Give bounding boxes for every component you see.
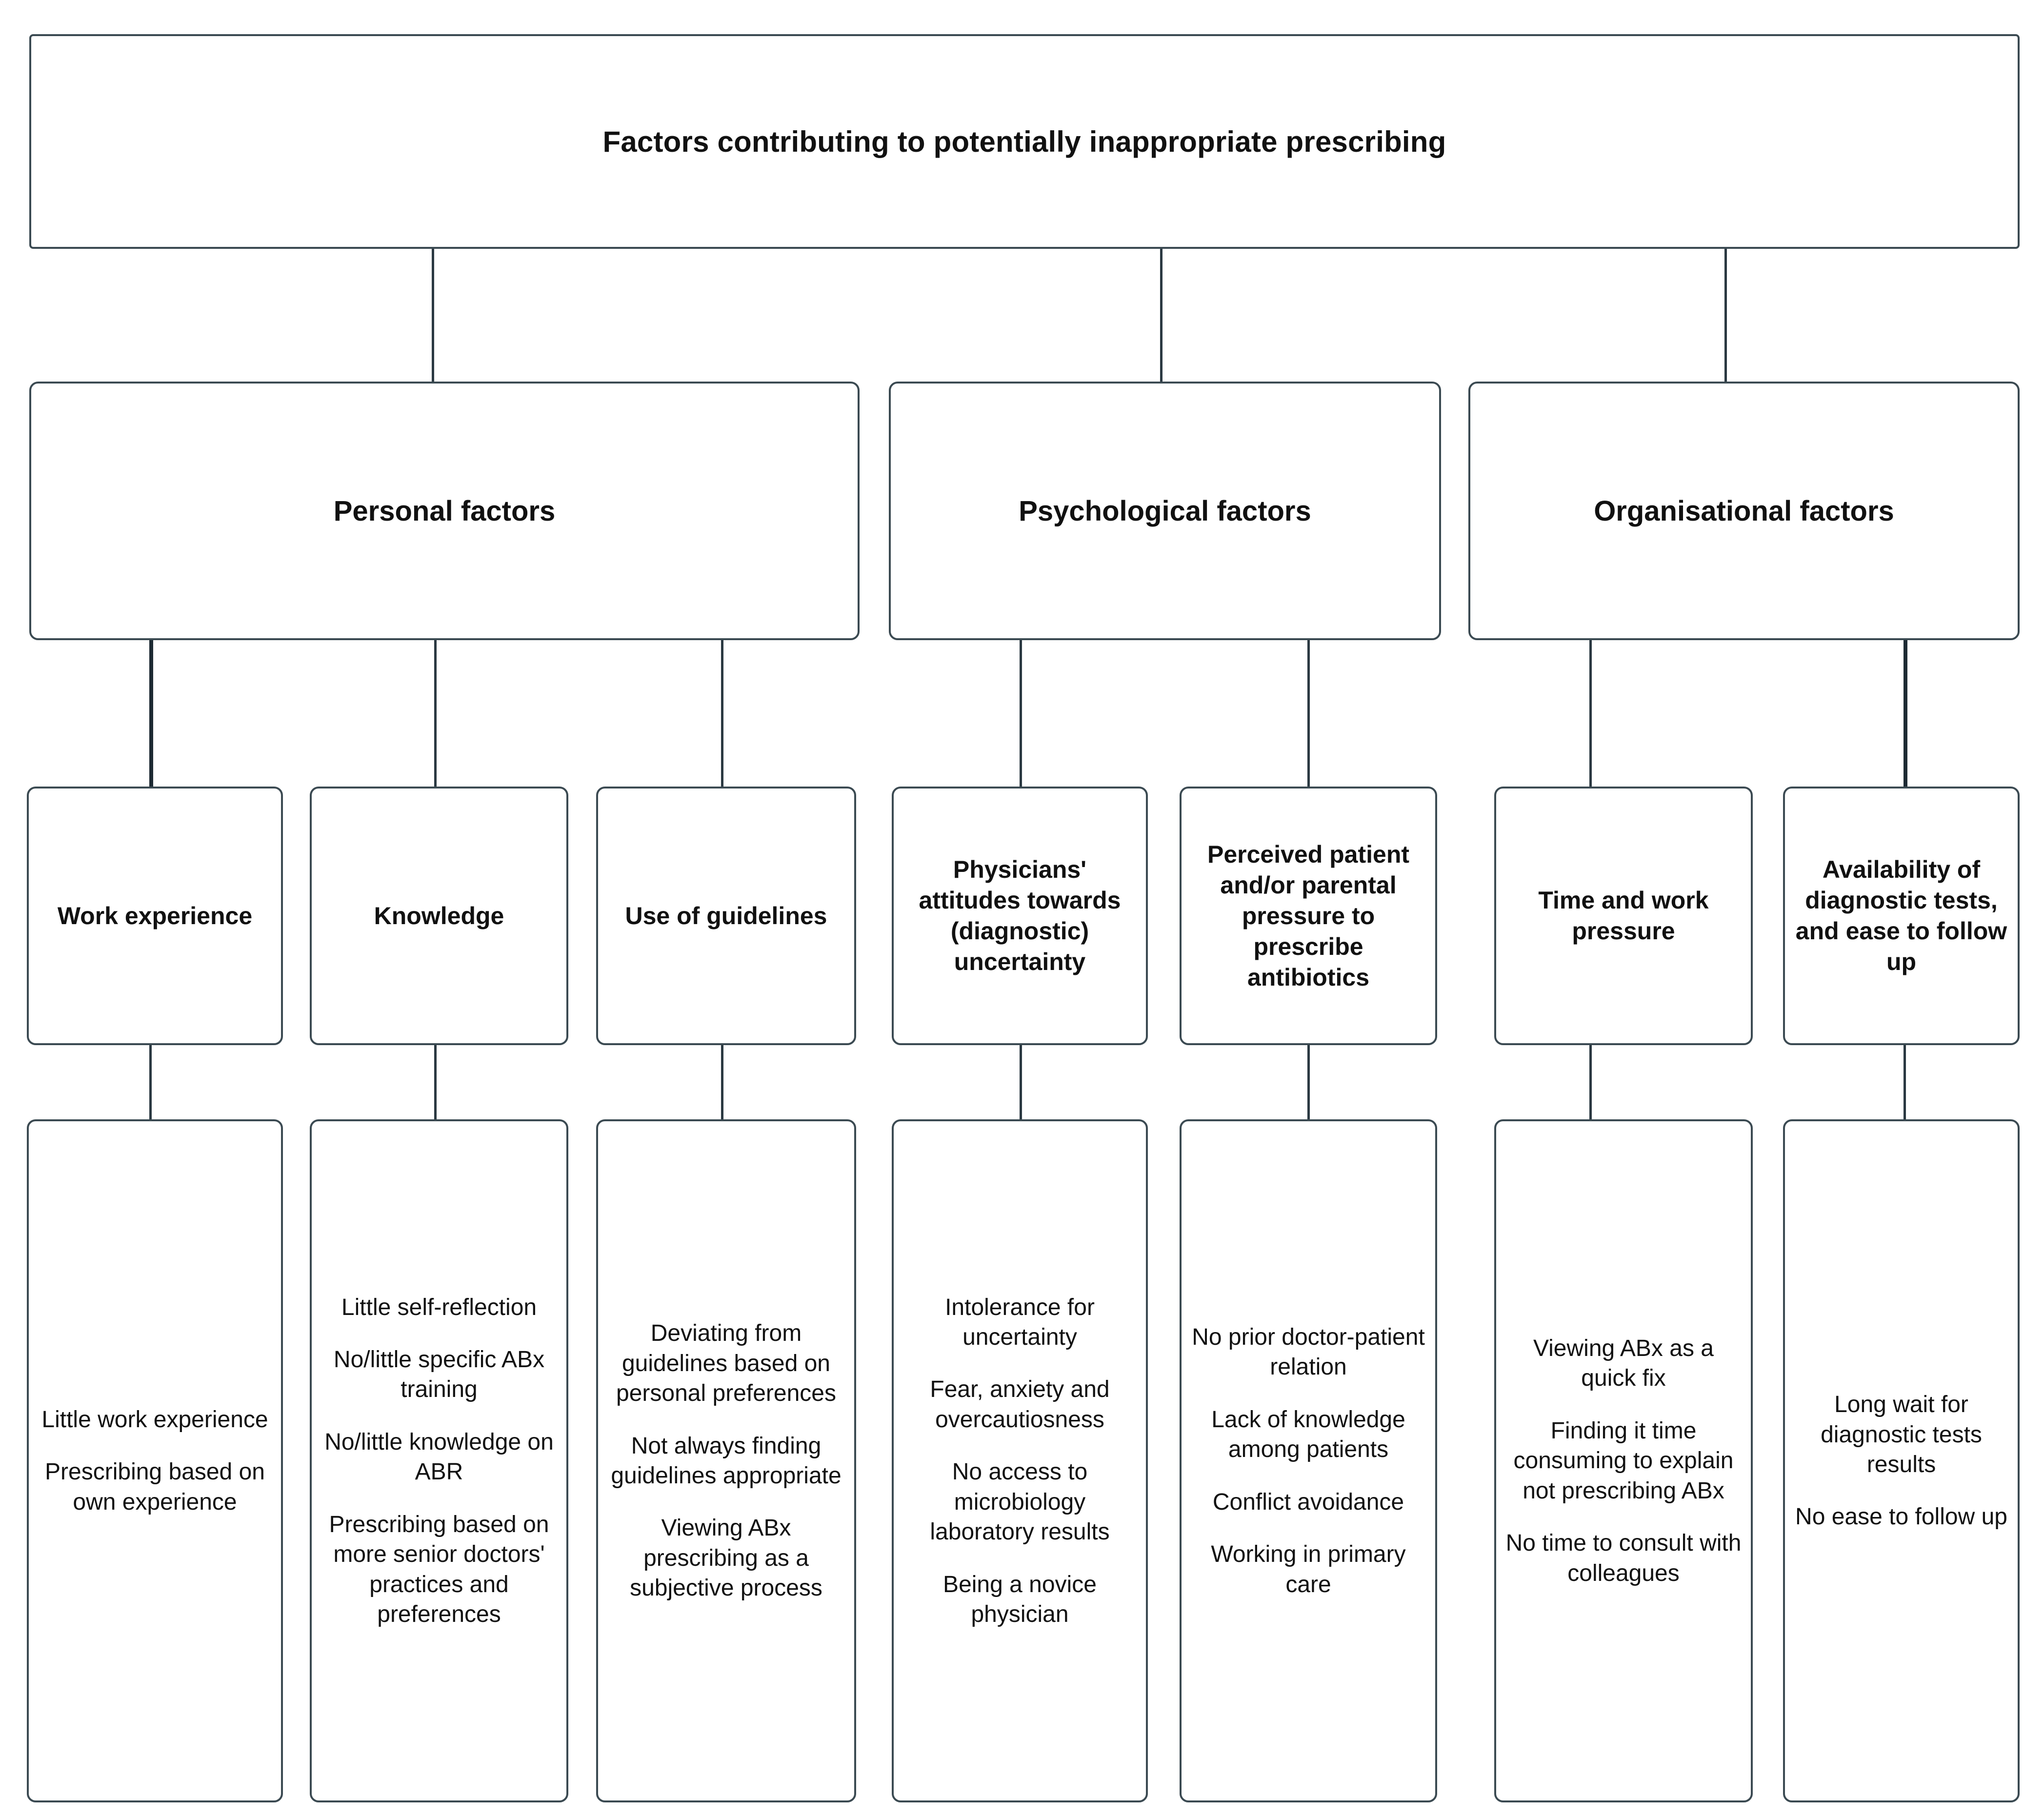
subfactor-knowledge-label: Knowledge — [374, 902, 504, 930]
category-personal-factors-label: Personal factors — [333, 495, 556, 527]
leaf-knowledge-list — [321, 1293, 558, 1630]
leaf-item: Conflict avoidance — [1212, 1489, 1404, 1515]
leaf-item: Intolerance for uncertainty — [945, 1294, 1095, 1350]
connector-knowledge-to-leaf — [434, 1045, 437, 1119]
leaf-availability-diagnostic-tests — [1783, 1119, 2020, 1802]
subfactor-use-of-guidelines — [596, 787, 856, 1045]
leaf-item: No prior doctor-patient relation — [1192, 1324, 1425, 1380]
leaf-work-experience-list — [38, 1405, 272, 1517]
connector-pressure-to-leaf — [1307, 1045, 1310, 1119]
subfactor-availability-diagnostic-tests — [1783, 787, 2020, 1045]
category-psychological-factors-label: Psychological factors — [1019, 495, 1311, 527]
subfactor-perceived-pressure — [1180, 787, 1437, 1045]
leaf-item: Finding it time consuming to explain not prescribing ABx — [1513, 1417, 1734, 1504]
connector-availability-to-leaf — [1904, 1045, 1906, 1119]
category-personal-factors — [29, 382, 860, 640]
category-organisational-factors-label: Organisational factors — [1594, 495, 1894, 527]
leaf-item: Not always finding guidelines appropriate — [611, 1433, 842, 1489]
leaf-item: Prescribing based on own experience — [45, 1459, 265, 1515]
category-organisational-factors — [1468, 382, 2020, 640]
subfactor-knowledge — [310, 787, 568, 1045]
subfactor-time-and-work-pressure-label: Time and work pressure — [1538, 887, 1709, 945]
root-node-label: Factors contributing to potentially inappropriate prescribing — [602, 125, 1446, 158]
leaf-use-of-guidelines — [596, 1119, 856, 1802]
leaf-item: Viewing ABx as a quick fix — [1533, 1335, 1714, 1392]
connector-root-to-psychological — [1160, 249, 1162, 382]
connector-organisational-to-availability — [1904, 640, 1907, 787]
leaf-item: No time to consult with colleagues — [1505, 1530, 1742, 1586]
connector-psychological-to-pressure — [1307, 640, 1310, 787]
subfactor-physicians-attitudes — [892, 787, 1148, 1045]
root-node — [29, 34, 2020, 249]
leaf-time-and-work-pressure — [1494, 1119, 1753, 1802]
leaf-time-and-work-pressure-list — [1505, 1334, 1742, 1588]
leaf-perceived-pressure — [1180, 1119, 1437, 1802]
leaf-item: No access to microbiology laboratory results — [930, 1459, 1110, 1545]
connector-psychological-to-attitudes — [1020, 640, 1022, 787]
subfactor-use-of-guidelines-label: Use of guidelines — [625, 902, 827, 930]
connector-personal-to-use-of-guidelines — [721, 640, 723, 787]
leaf-item: Being a novice physician — [943, 1571, 1097, 1628]
leaf-item: Prescribing based on more senior doctors' practices and preferences — [329, 1511, 549, 1628]
leaf-physicians-attitudes-list — [902, 1293, 1137, 1630]
subfactor-physicians-attitudes-label: Physicians' attitudes towards (diagnostic) uncertainty — [919, 856, 1121, 975]
subfactor-perceived-pressure-label: Perceived patient and/or parental pressure to prescribe antibiotics — [1207, 840, 1410, 991]
leaf-use-of-guidelines-list — [607, 1318, 845, 1603]
leaf-item: No ease to follow up — [1795, 1504, 2007, 1530]
subfactor-work-experience-label: Work experience — [57, 902, 253, 930]
connector-root-to-organisational — [1724, 249, 1727, 382]
connector-use-of-guidelines-to-leaf — [721, 1045, 723, 1119]
leaf-item: Deviating from guidelines based on personal preferences — [616, 1320, 836, 1407]
connector-personal-to-work-experience — [149, 640, 153, 787]
leaf-knowledge — [310, 1119, 568, 1802]
connector-work-experience-to-leaf — [149, 1045, 152, 1119]
leaf-item: Little self-reflection — [341, 1294, 537, 1320]
category-psychological-factors — [889, 382, 1441, 640]
leaf-item: Viewing ABx prescribing as a subjective process — [630, 1515, 822, 1601]
leaf-item: No/little specific ABx training — [333, 1346, 545, 1403]
leaf-item: Working in primary care — [1211, 1541, 1406, 1597]
connector-organisational-to-time-pressure — [1589, 640, 1592, 787]
leaf-item: Fear, anxiety and overcautiosness — [930, 1376, 1110, 1433]
connector-root-to-personal — [432, 249, 434, 382]
leaf-work-experience — [27, 1119, 283, 1802]
leaf-availability-diagnostic-tests-list — [1794, 1390, 2009, 1532]
leaf-item: No/little knowledge on ABR — [324, 1429, 554, 1485]
subfactor-time-and-work-pressure — [1494, 787, 1753, 1045]
subfactor-work-experience — [27, 787, 283, 1045]
leaf-item: Lack of knowledge among patients — [1211, 1406, 1405, 1463]
leaf-perceived-pressure-list — [1190, 1322, 1426, 1599]
connector-attitudes-to-leaf — [1020, 1045, 1022, 1119]
connector-personal-to-knowledge — [434, 640, 437, 787]
connector-time-pressure-to-leaf — [1589, 1045, 1592, 1119]
leaf-physicians-attitudes — [892, 1119, 1148, 1802]
leaf-item: Long wait for diagnostic tests results — [1821, 1392, 1982, 1477]
leaf-item: Little work experience — [41, 1406, 268, 1433]
subfactor-availability-diagnostic-tests-label: Availability of diagnostic tests, and ease to follow up — [1795, 856, 2007, 975]
